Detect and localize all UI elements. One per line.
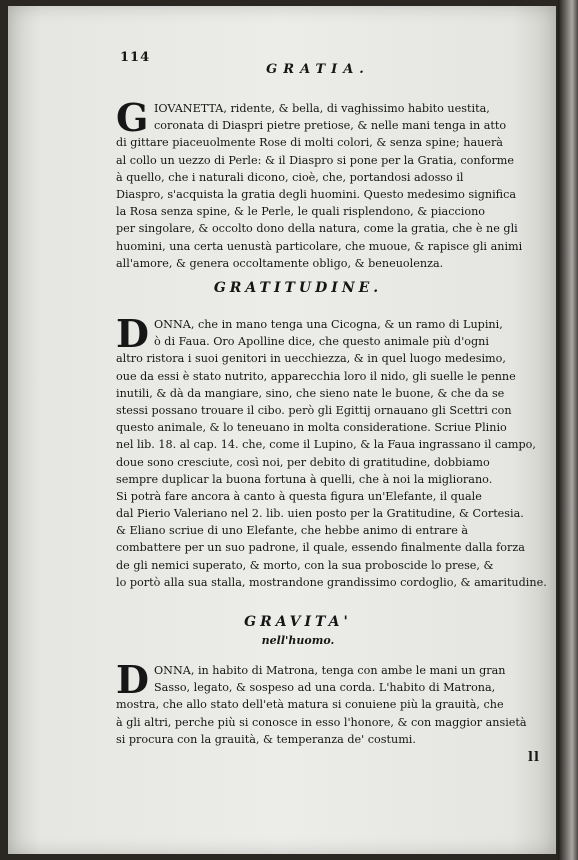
text-line: di gittare piaceuolmente Rose di molti colori, & senza spine; hauerà xyxy=(116,136,503,150)
text-line: Diaspro, s'acquista la gratia degli huomini. Questo medesimo significa xyxy=(116,187,517,201)
text-line: altro ristora i suoi genitori in uecchiezza, & in quel luogo medesimo, xyxy=(116,352,506,366)
text-line: questo animale, & lo teneuano in molta consideratione. Scriue Plinio xyxy=(116,421,507,435)
gratia-dropcap: G xyxy=(116,95,149,140)
text-line: ONNA, che in mano tenga una Cicogna, & un ramo di Lupini, xyxy=(154,318,503,331)
text-line: à gli altri, perche più si conosce in esso l'honore, & con maggior ansietà xyxy=(116,715,527,729)
text-line: sempre duplicar la buona fortuna à quelli, che à noi la migliorano. xyxy=(116,472,493,486)
text-line: stessi possano trouare il cibo. però gli Egittij ornauano gli Scettri con xyxy=(116,403,512,417)
text-line: Sasso, legato, & sospeso ad una corda. L'habito di Matrona, xyxy=(154,681,496,695)
text-line: nel lib. 18. al cap. 14. che, come il Lupino, & la Faua ingrassano il campo, xyxy=(116,438,536,452)
gratitudine-paragraph xyxy=(116,311,548,591)
text-line: Si potrà fare ancora à canto à questa figura un'Elefante, il quale xyxy=(116,489,482,503)
text-line: lo portò alla sua stalla, mostrandone grandissimo cordoglio, & amaritudine. xyxy=(116,575,547,589)
gravita-dropcap: D xyxy=(116,657,149,702)
text-line: la Rosa senza spine, & le Perle, le quali risplendono, & piacciono xyxy=(116,205,486,219)
text-line: mostra, che allo stato dell'età matura si conuiene più la grauità, che xyxy=(116,698,504,712)
text-line: IOVANETTA, ridente, & bella, di vaghissimo habito uestita, xyxy=(154,102,490,115)
text-line: dal Pierio Valeriano nel 2. lib. uien posto per la Gratitudine, & Cortesia. xyxy=(116,507,524,521)
gravita-heading: GRAVITA' xyxy=(244,614,352,630)
text-line: al collo un uezzo di Perle: & il Diaspro si pone per la Gratia, conforme xyxy=(116,153,515,167)
text-line: ò di Faua. Oro Apolline dice, che questo animale più d'ogni xyxy=(154,335,489,349)
gravita-subheading: nell'huomo. xyxy=(261,634,335,647)
text-line: inutili, & dà da mangiare, sino, che sieno nate le buone, & che da se xyxy=(116,386,505,400)
signature-mark: ll xyxy=(528,750,540,765)
text-line: huomini, una certa uenustà particolare, che muoue, & rapisce gli animi xyxy=(116,239,523,253)
gravita-paragraph xyxy=(116,657,548,748)
text-line: ONNA, in habito di Matrona, tenga con ambe le mani un gran xyxy=(154,664,506,677)
book-edge xyxy=(558,0,578,860)
text-line: de gli nemici superato, & morto, con la sua proboscide lo prese, & xyxy=(116,558,494,572)
text-line: oue da essi è stato nutrito, apparecchia loro il nido, gli suelle le penne xyxy=(116,369,516,383)
text-line: coronata di Diaspri pietre pretiose, & nelle mani tenga in atto xyxy=(154,119,507,133)
running-title: GRATIA. xyxy=(266,62,370,77)
text-line: per singolare, & occolto dono della natura, come la gratia, che è ne gli xyxy=(116,222,518,236)
text-line: all'amore, & genera occoltamente obligo, & beneuolenza. xyxy=(116,256,444,270)
text-line: à quello, che i naturali dicono, cioè, che, portandosi adosso il xyxy=(116,170,464,184)
text-line: si procura con la grauità, & temperanza de' costumi. xyxy=(116,732,416,746)
gratitudine-dropcap: D xyxy=(116,311,149,356)
book-page xyxy=(8,6,556,854)
page-number: 114 xyxy=(120,50,151,65)
text-line: & Eliano scriue di uno Elefante, che hebbe animo di entrare à xyxy=(116,524,469,538)
text-line: combattere per un suo padrone, il quale, essendo finalmente dalla forza xyxy=(116,541,525,555)
gratitudine-heading: GRATITUDINE. xyxy=(213,280,383,296)
text-line: doue sono cresciute, così noi, per debito di gratitudine, dobbiamo xyxy=(116,455,490,469)
gratia-paragraph xyxy=(116,95,548,272)
